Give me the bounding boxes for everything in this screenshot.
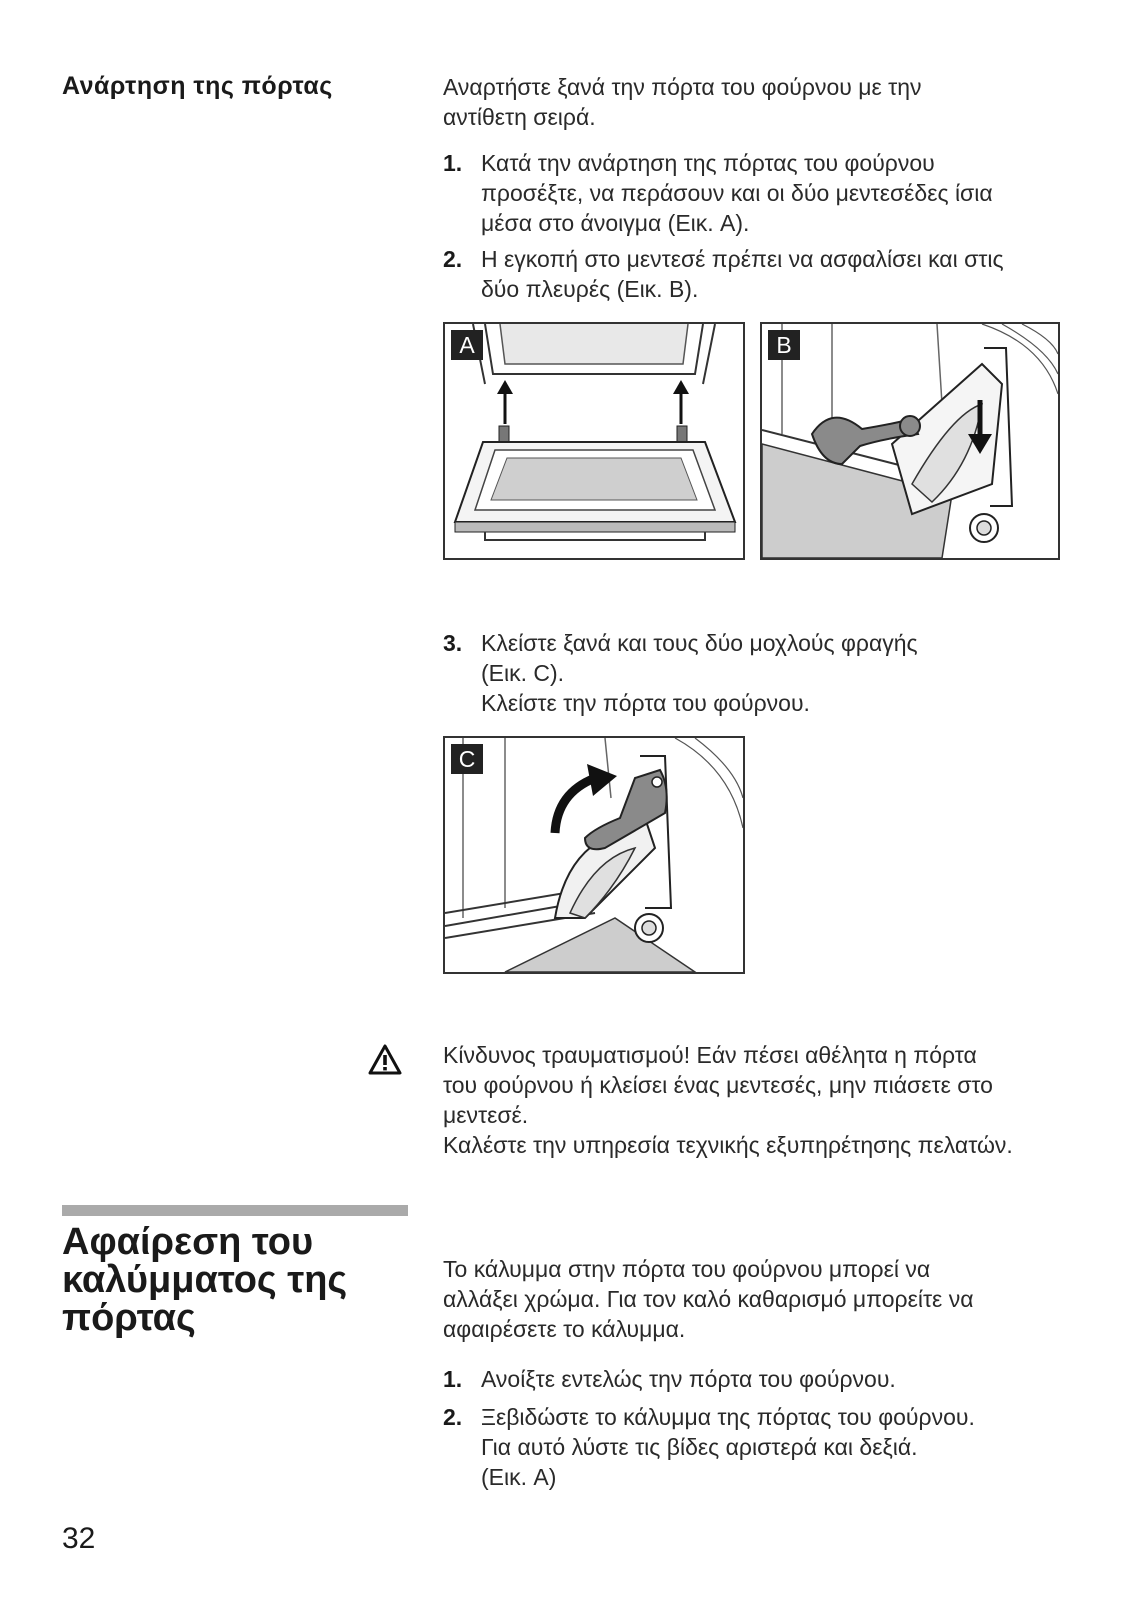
cover-step-2: 2. Ξεβιδώστε το κάλυμμα της πόρτας του φούρνου. Για αυτό λύστε τις βίδες αριστερά και δεξιά. (Εικ. A) xyxy=(443,1404,975,1490)
step-number: 3. xyxy=(443,630,463,656)
locking-lever-close-illustration xyxy=(445,738,743,972)
section-divider xyxy=(62,1205,408,1216)
figure-a xyxy=(443,322,745,560)
intro-paragraph: Αναρτήστε ξανά την πόρτα του φούρνου με την αντίθετη σειρά. xyxy=(443,74,922,130)
figure-label-c: C xyxy=(451,744,483,774)
section-heading-door-hanging: Ανάρτηση της πόρτας xyxy=(62,72,333,100)
step-number: 2. xyxy=(443,1404,463,1430)
step-number: 1. xyxy=(443,150,463,176)
figure-label-a: A xyxy=(451,330,483,360)
section-heading-remove-door-cover: Αφαίρεση του καλύμματος της πόρτας xyxy=(62,1221,348,1339)
hinge-locking-illustration xyxy=(762,324,1058,558)
step-2: 2. Η εγκοπή στο μεντεσέ πρέπει να ασφαλίσει και στις δύο πλευρές (Εικ. B). xyxy=(443,246,1004,302)
figure-b xyxy=(760,322,1060,560)
warning-triangle-icon xyxy=(368,1044,402,1081)
step-number: 2. xyxy=(443,246,463,272)
warning-text: Κίνδυνος τραυματισμού! Εάν πέσει αθέλητα η πόρτα του φούρνου ή κλείσει ένας μεντεσές, μην πιάσετε στο μεντεσέ. Καλέστε την υπηρεσία τεχνικής εξυπηρέτησης πελατών. xyxy=(443,1042,1013,1158)
page-number: 32 xyxy=(62,1522,96,1555)
cover-step-1: 1. Ανοίξτε εντελώς την πόρτα του φούρνου. xyxy=(443,1366,896,1392)
figure-label-b: B xyxy=(768,330,800,360)
step-1: 1. Κατά την ανάρτηση της πόρτας του φούρνου προσέξτε, να περάσουν και οι δύο μεντεσέδες ίσια μέσα στο άνοιγμα (Εικ. A). xyxy=(443,150,993,236)
figure-c xyxy=(443,736,745,974)
cover-intro-paragraph: Το κάλυμμα στην πόρτα του φούρνου μπορεί να αλλάξει χρώμα. Για τον καλό καθαρισμό μπορείτε να αφαιρέσετε το κάλυμμα. xyxy=(443,1256,974,1342)
oven-door-open-illustration xyxy=(445,324,743,558)
step-3: 3. Κλείστε ξανά και τους δύο μοχλούς φραγής (Εικ. C). Κλείστε την πόρτα του φούρνου. xyxy=(443,630,918,716)
step-number: 1. xyxy=(443,1366,463,1392)
